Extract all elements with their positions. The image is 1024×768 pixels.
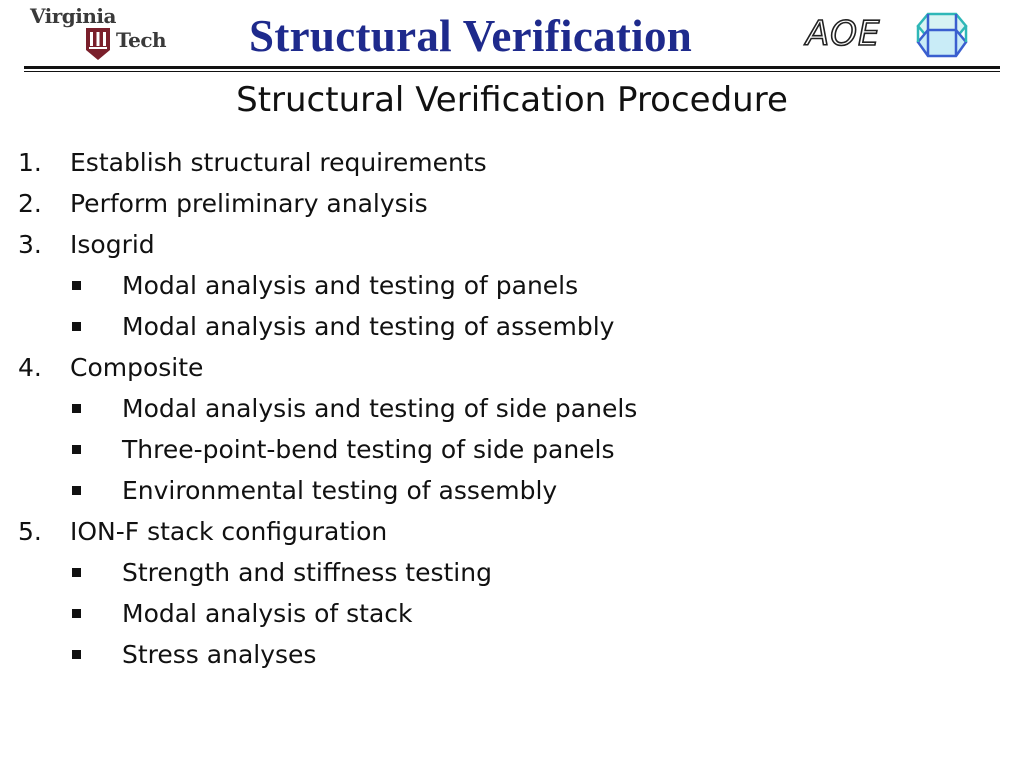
square-bullet-icon: [72, 568, 81, 577]
virginia-tech-logo: [28, 2, 168, 66]
sub-step-item: [0, 388, 1024, 429]
square-bullet-icon: [72, 486, 81, 495]
sub-step-text: Three-point-bend testing of side panels: [122, 435, 615, 464]
sub-step-item: [0, 429, 1024, 470]
square-bullet-icon: [72, 404, 81, 413]
slide-title: Structural Verification Procedure: [236, 80, 788, 120]
step-number: 3.: [18, 230, 42, 259]
square-bullet-icon: [72, 445, 81, 454]
sub-step-item: [0, 306, 1024, 347]
step-text: Perform preliminary analysis: [70, 189, 428, 218]
slide-header: [0, 0, 1024, 72]
step-number: 5.: [18, 517, 42, 546]
logo-virginia-text: Virginia: [30, 4, 116, 28]
sub-step-text: Modal analysis and testing of assembly: [122, 312, 615, 341]
step-number: 4.: [18, 353, 42, 382]
step-text: Establish structural requirements: [70, 148, 487, 177]
header-divider-thin: [24, 71, 1000, 72]
sub-step-text: Modal analysis and testing of panels: [122, 271, 579, 300]
step-number: 1.: [18, 148, 42, 177]
step-text: Isogrid: [70, 230, 155, 259]
hexagonal-satellite-icon: [912, 4, 972, 64]
sub-step-item: [0, 552, 1024, 593]
header-title: Structural Verification: [249, 11, 693, 61]
step-text: ION-F stack configuration: [70, 517, 388, 546]
logo-tech-text: Tech: [116, 28, 167, 52]
sub-step-item: [0, 593, 1024, 634]
square-bullet-icon: [72, 609, 81, 618]
sub-step-item: [0, 470, 1024, 511]
sub-step-item: [0, 634, 1024, 675]
square-bullet-icon: [72, 322, 81, 331]
step-item: [0, 183, 1024, 224]
sub-step-text: Environmental testing of assembly: [122, 476, 558, 505]
step-item: [0, 142, 1024, 183]
step-item: [0, 347, 1024, 388]
procedure-outline: [0, 142, 1024, 675]
sub-step-text: Strength and stiffness testing: [122, 558, 492, 587]
sub-step-text: Modal analysis and testing of side panels: [122, 394, 638, 423]
sub-step-item: [0, 265, 1024, 306]
header-divider-thick: [24, 66, 1000, 69]
virginia-tech-emblem-icon: [84, 26, 112, 62]
step-number: 2.: [18, 189, 42, 218]
sub-step-text: Stress analyses: [122, 640, 317, 669]
aoe-logo: AOE: [806, 14, 881, 54]
step-text: Composite: [70, 353, 204, 382]
square-bullet-icon: [72, 650, 81, 659]
step-item: [0, 224, 1024, 265]
sub-step-text: Modal analysis of stack: [122, 599, 413, 628]
step-item: [0, 511, 1024, 552]
square-bullet-icon: [72, 281, 81, 290]
